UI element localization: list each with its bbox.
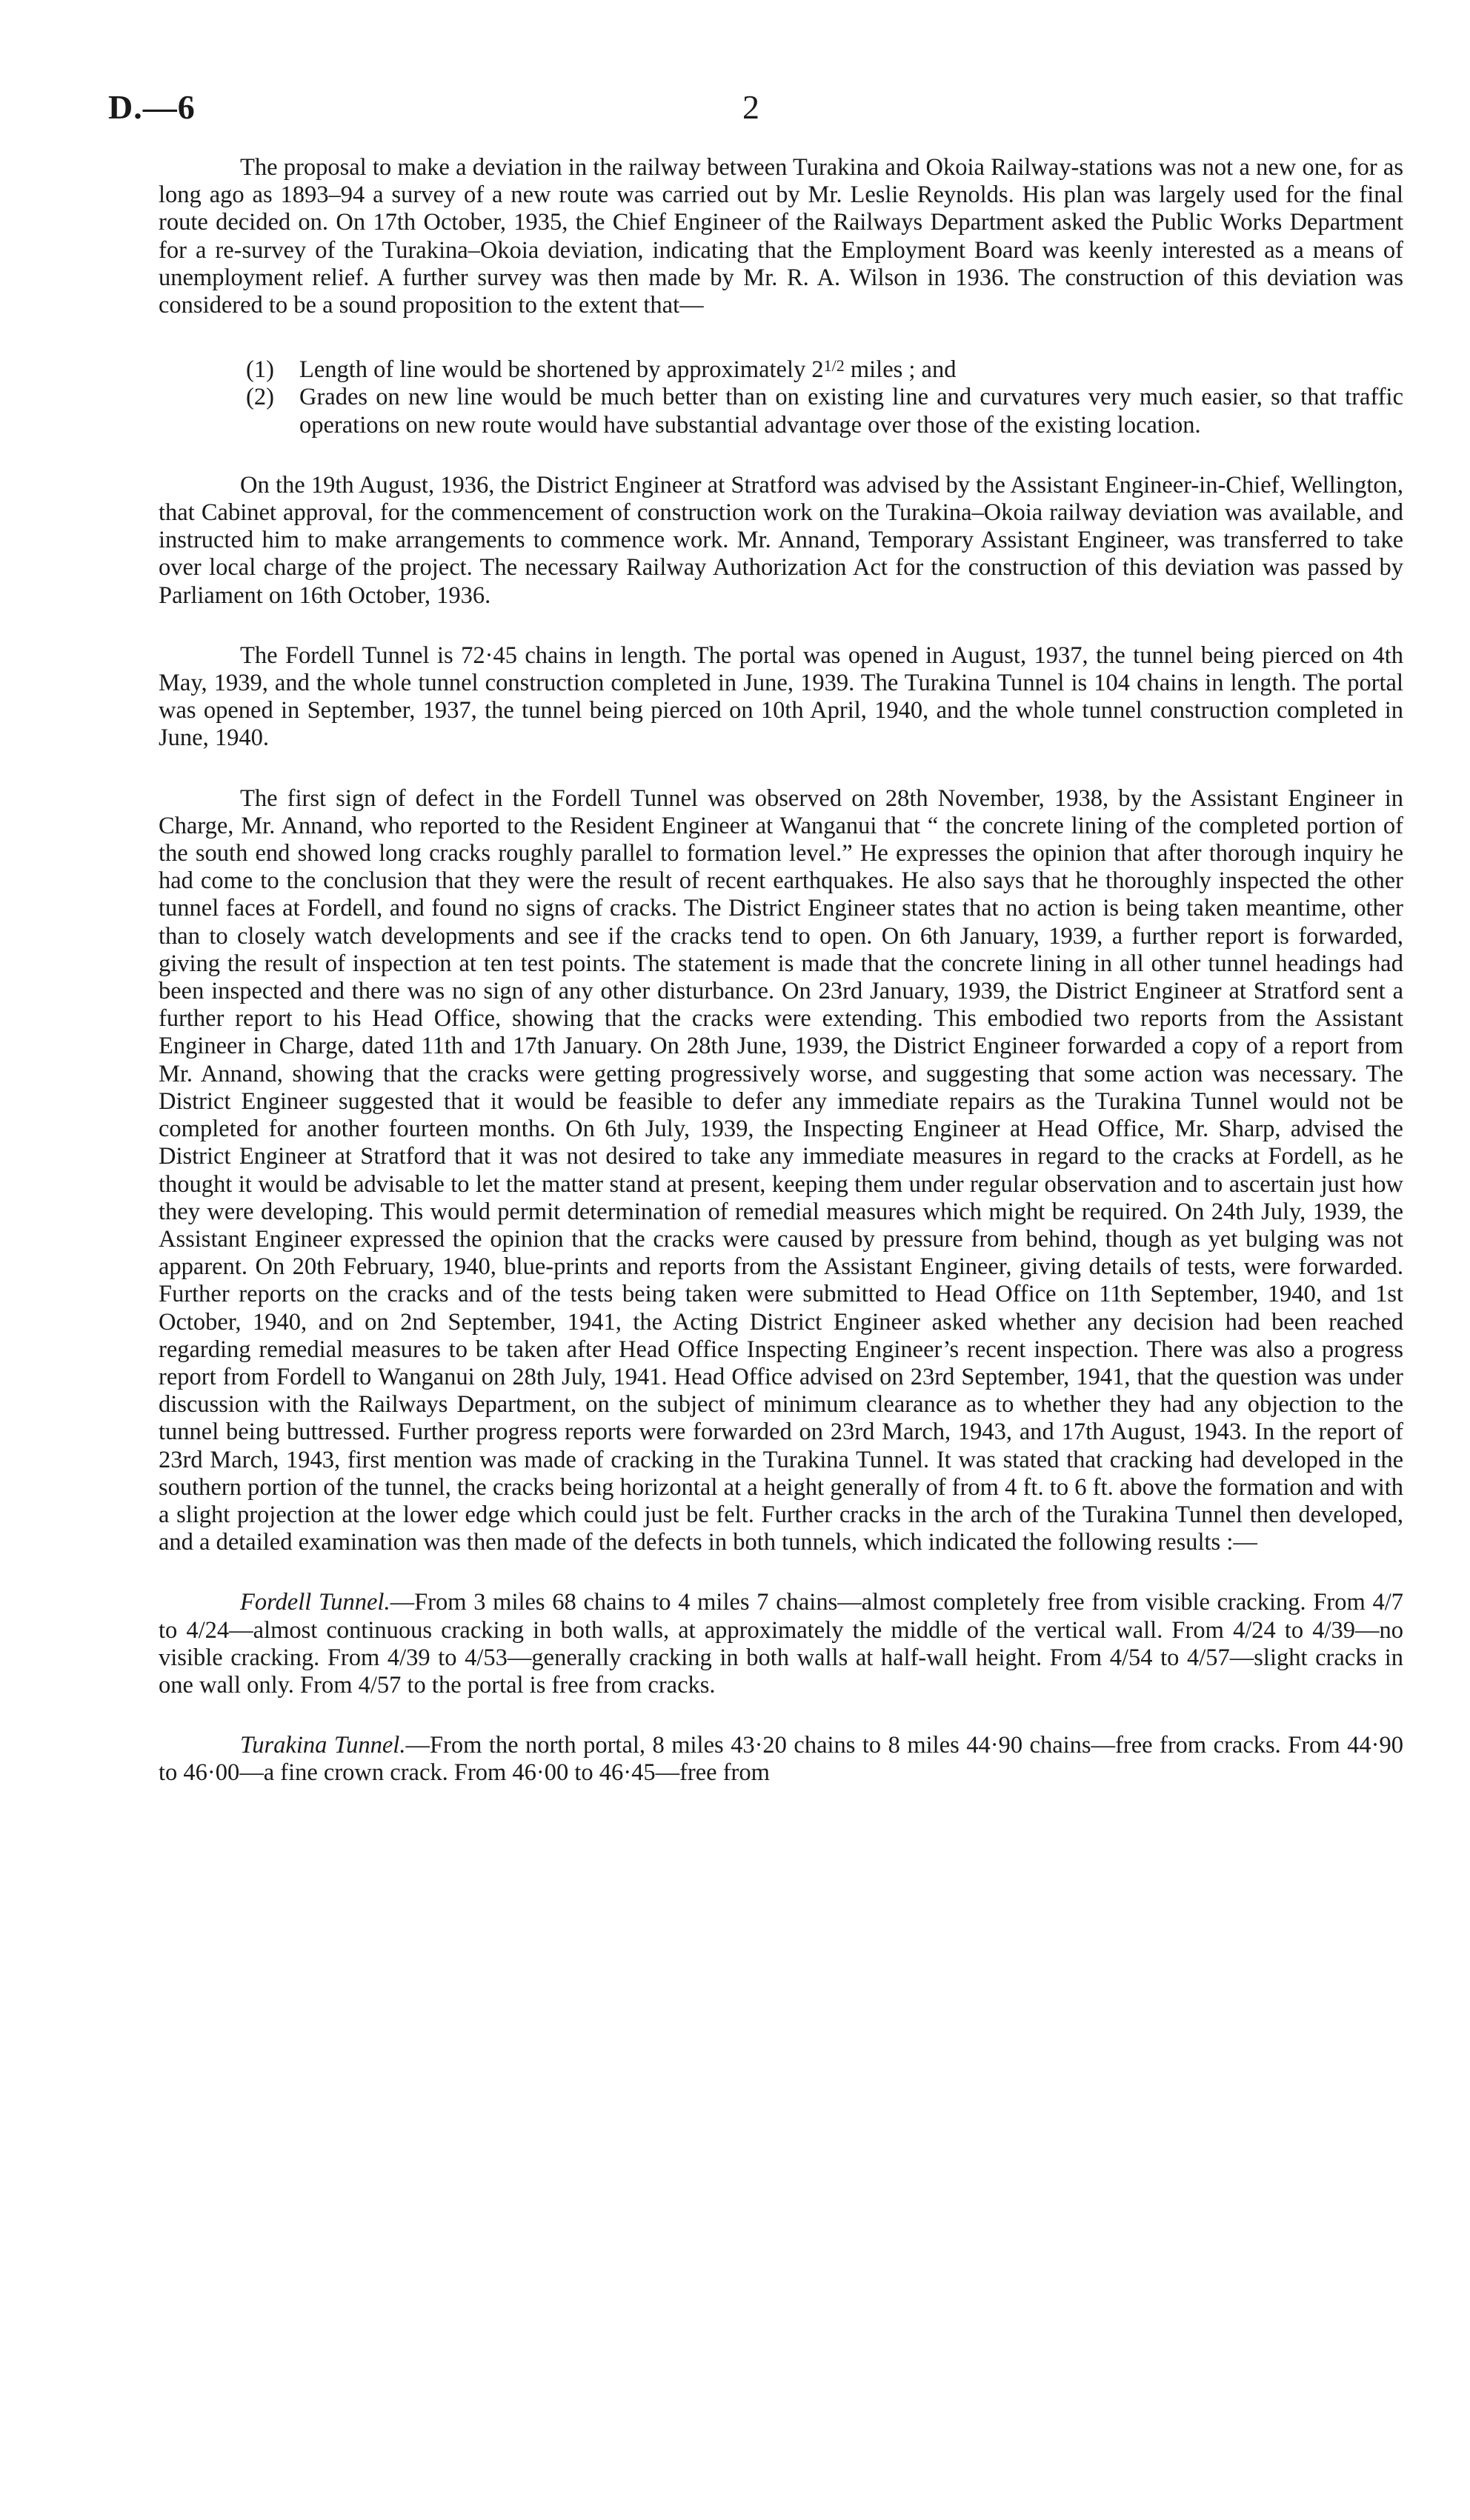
paragraph-defect-history: The first sign of defect in the Fordell Tunnel was observed on 28th November, 1938, by the Assistant Engineer in Charge, Mr. Annand, who reported to the Resident Engineer at Wanganui that “ the concrete lining of the completed portion of the south end showed long cracks roughly parallel to formation level.” He expresses the opinion that after thorough inquiry he had come to the conclusion that they were the result of recent earthquakes. He also says that he thoroughly inspected the other tunnel faces at Fordell, and found no signs of cracks. The District Engineer states that no action is being taken meantime, other than to closely watch developments and see if the cracks tend to open. On 6th January, 1939, a further report is forwarded, giving the result of inspection at ten test points. The statement is made that the concrete lining in all other tunnel headings had been inspected and there was no sign of any other disturbance. On 23rd January, 1939, the District Engineer at Stratford sent a further report to his Head Office, showing that the cracks were extending. This embodied two reports from the Assistant Engineer in Charge, dated 11th and 17th January. On 28th June, 1939, the District Engineer forwarded a copy of a report from Mr. Annand, showing that the cracks were getting progressively worse, and suggesting that some action was necessary. The District Engineer suggested that it would be feasible to defer any immediate repairs as the Turakina Tunnel would not be completed for another fourteen months. On 6th July, 1939, the Inspecting Engineer at Head Office, Mr. Sharp, advised the District Engineer at Stratford that it was not desired to take any immediate measures in regard to the cracks at Fordell, as he thought it would be advisable to let the matter stand at present, keeping them under regular observation and to ascertain just how they were developing. This would permit determination of remedial measures which might be required. On 24th July, 1939, the Assistant Engineer expressed the opinion that the cracks were caused by pressure from behind, though as yet bulging was not apparent. On 20th February, 1940, blue-prints and reports from the Assistant Engineer, giving details of tests, were forwarded. Further reports on the cracks and of the tests being taken were submitted to Head Office on 11th September, 1940, and 1st October, 1940, and on 2nd September, 1941, the Acting District Engineer asked whether any decision had been reached regarding remedial measures to be taken after Head Office Inspecting Engineer’s recent inspection. There was also a progress report from Fordell to Wanganui on 28th July, 1941. Head Office advised on 23rd September, 1941, that the question was under discussion with the Railways Department, on the subject of minimum clearance as to whether they had any objection to the tunnel being buttressed. Further progress reports were forwarded on 23rd March, 1943, and 17th August, 1943. In the report of 23rd March, 1943, first mention was made of cracking in the Turakina Tunnel. It was stated that cracking had developed in the southern portion of the tunnel, the cracks being horizontal at a height generally of from 4 ft. to 6 ft. above the formation and with a slight projection at the lower edge which could just be felt. Further cracks in the arch of the Turakina Tunnel then developed, and a detailed examination was then made of the defects in both tunnels, which indicated the following results :— — [159, 784, 1403, 1556]
paragraph-turakina-results — [159, 1732, 1403, 1787]
document-reference: D.—6 — [108, 88, 196, 126]
condition-text: Grades on new line would be much better than on existing line and curvatures very much easier, so that traffic operations on new route would have substantial advantage over those of the existing location. — [299, 384, 1403, 439]
page-number: 2 — [742, 88, 759, 126]
condition-item-2 — [159, 384, 1403, 439]
fraction-half: 1/2 — [823, 356, 845, 376]
paragraph-fordell-results — [159, 1589, 1403, 1699]
condition-number: (2) — [246, 384, 274, 411]
fordell-text: —From 3 miles 68 chains to 4 miles 7 chains—almost completely free from visible cracking. From 4/7 to 4/24—almost continuous cracking in both walls, at approximately the middle of the vertical wall. From 4/24 to 4/39—no visible cracking. From 4/39 to 4/53—generally cracking in both walls at half-wall height. From 4/54 to 4/57—slight cracks in one wall only. From 4/57 to the portal is free from cracks. — [159, 1589, 1403, 1699]
turakina-text: —From the north portal, 8 miles 43·20 chains to 8 miles 44·90 chains—free from cracks. From 44·90 to 46·00—a fine crown crack. From 46·00 to 46·45—free from — [159, 1732, 1403, 1787]
fordell-heading: Fordell Tunnel. — [240, 1589, 390, 1616]
turakina-heading: Turakina Tunnel. — [240, 1732, 406, 1759]
paragraph-proposal: The proposal to make a deviation in the railway between Turakina and Okoia Railway-stations was not a new one, for as long ago as 1893–94 a survey of a new route was carried out by Mr. Leslie Reynolds. His plan was largely used for the final route decided on. On 17th October, 1935, the Chief Engineer of the Railways Department asked the Public Works Department for a re-survey of the Turakina–Okoia deviation, indicating that the Employment Board was keenly interested as a means of unemployment relief. A further survey was then made by Mr. R. A. Wilson in 1936. The construction of this deviation was considered to be a sound proposition to the extent that— — [159, 154, 1403, 319]
condition-number: (1) — [246, 356, 274, 384]
body-text — [159, 154, 1403, 1787]
paragraph-tunnel-lengths: The Fordell Tunnel is 72·45 chains in length. The portal was opened in August, 1937, the tunnel being pierced on 4th May, 1939, and the whole tunnel construction completed in June, 1939. The Turakina Tunnel is 104 chains in length. The portal was opened in September, 1937, the tunnel being pierced on 10th April, 1940, and the whole tunnel construction completed in June, 1940. — [159, 641, 1403, 752]
condition-text-end: miles ; and — [844, 356, 957, 384]
condition-item-1 — [159, 352, 1403, 384]
paragraph-approval: On the 19th August, 1936, the District Engineer at Stratford was advised by the Assistant Engineer-in-Chief, Wellington, that Cabinet approval, for the commencement of construction work on the Turakina–Okoia railway deviation was available, and instructed him to make arrangements to commence work. Mr. Annand, Temporary Assistant Engineer, was transferred to take over local charge of the project. The necessary Railway Authorization Act for the construction of this deviation was passed by Parliament on 16th October, 1936. — [159, 471, 1403, 609]
condition-text: Length of line would be shortened by approximately 2 — [299, 356, 824, 384]
